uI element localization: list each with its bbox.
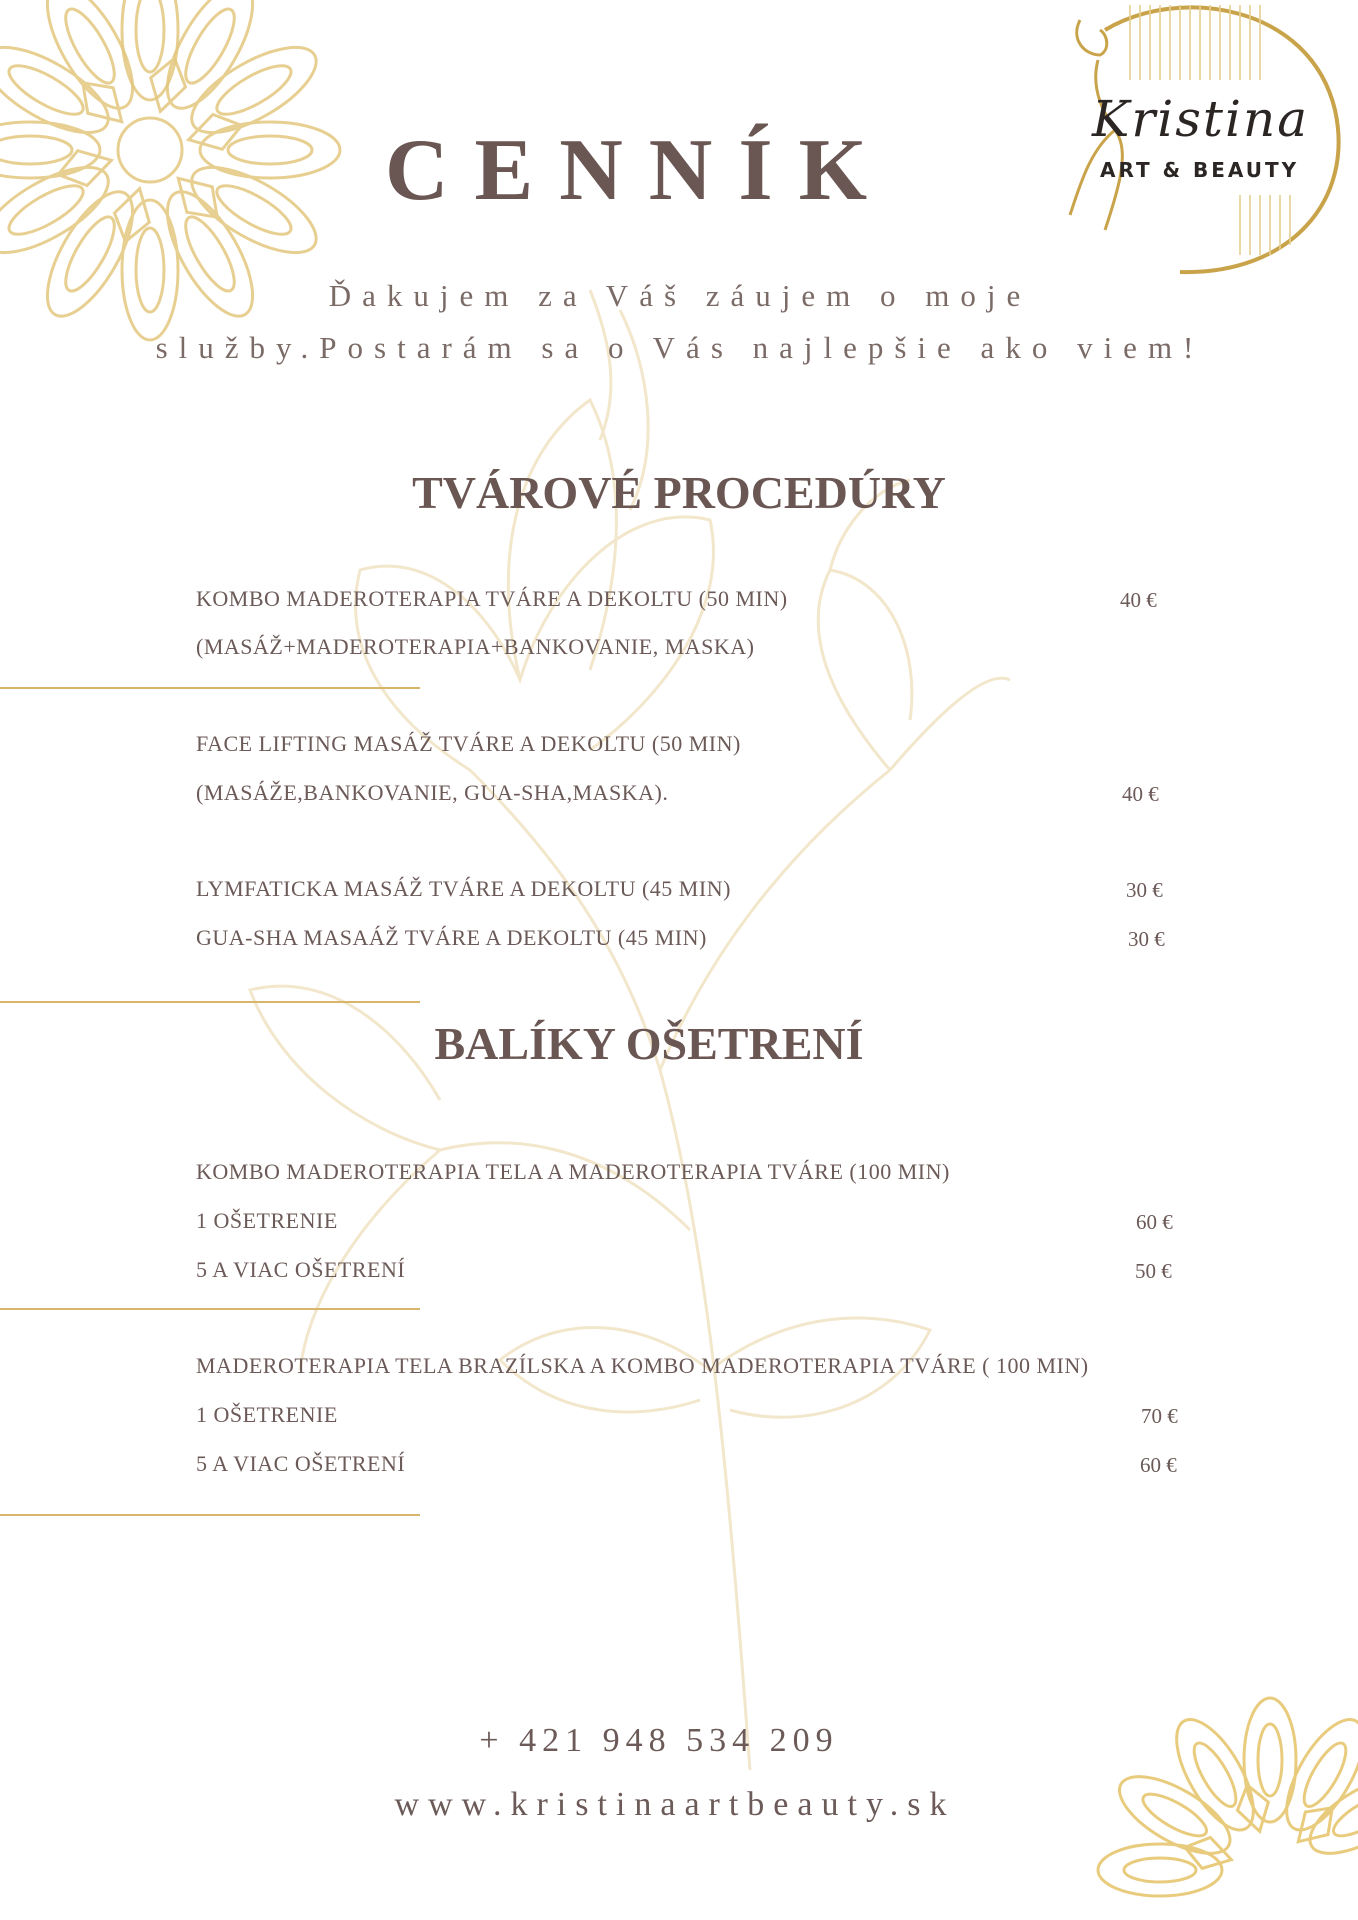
divider-line [0,1001,420,1003]
package-option-price: 70 € [1141,1404,1178,1428]
service-name: KOMBO MADEROTERAPIA TVÁRE A DEKOLTU (50 MIN) [196,586,788,611]
service-price: 30 € [1128,927,1165,951]
package-name: MADEROTERAPIA TELA BRAZÍLSKA A KOMBO MADEROTERAPIA TVÁRE ( 100 MIN) [196,1353,1089,1378]
intro-line-1: Ďakujem za Váš záujem o moje [328,278,1032,313]
section-heading-packages: BALÍKY OŠETRENÍ [434,1018,864,1069]
service-price: 40 € [1122,782,1159,806]
logo-subtitle: ART & BEAUTY [1100,158,1300,182]
service-price: 40 € [1120,588,1157,612]
intro-line-2: služby.Postarám sa o Vás najlepšie ako viem! [155,330,1205,365]
service-detail: (MASÁŽ+MADEROTERAPIA+BANKOVANIE, MASKA) [196,634,755,659]
logo-script-text: Kristina [1092,90,1310,148]
package-name: KOMBO MADEROTERAPIA TELA A MADEROTERAPIA TVÁRE (100 MIN) [196,1159,950,1184]
package-option-price: 60 € [1140,1453,1177,1477]
service-name: LYMFATICKA MASÁŽ TVÁRE A DEKOLTU (45 MIN) [196,876,731,901]
divider-line [0,687,420,689]
page-title: CENNÍK [384,122,894,219]
package-option-label: 1 OŠETRENIE [196,1208,338,1233]
package-option-label: 1 OŠETRENIE [196,1402,338,1427]
package-option-price: 60 € [1136,1210,1173,1234]
service-name: GUA-SHA MASAÁŽ TVÁRE A DEKOLTU (45 MIN) [196,925,707,950]
phone-number[interactable]: + 421 948 534 209 [479,1722,839,1759]
package-option-label: 5 A VIAC OŠETRENÍ [196,1451,406,1476]
service-price: 30 € [1126,878,1163,902]
website-link[interactable]: www.kristinaartbeauty.sk [394,1786,956,1823]
service-name: FACE LIFTING MASÁŽ TVÁRE A DEKOLTU (50 MIN) [196,731,741,756]
mandala-ornament-bottom-right [1060,1640,1358,1920]
package-option-price: 50 € [1135,1259,1172,1283]
service-detail: (MASÁŽE,BANKOVANIE, GUA-SHA,MASKA). [196,780,669,805]
section-heading-facial: TVÁROVÉ PROCEDÚRY [412,467,946,518]
divider-line [0,1514,420,1516]
divider-line [0,1308,420,1310]
package-option-label: 5 A VIAC OŠETRENÍ [196,1257,406,1282]
